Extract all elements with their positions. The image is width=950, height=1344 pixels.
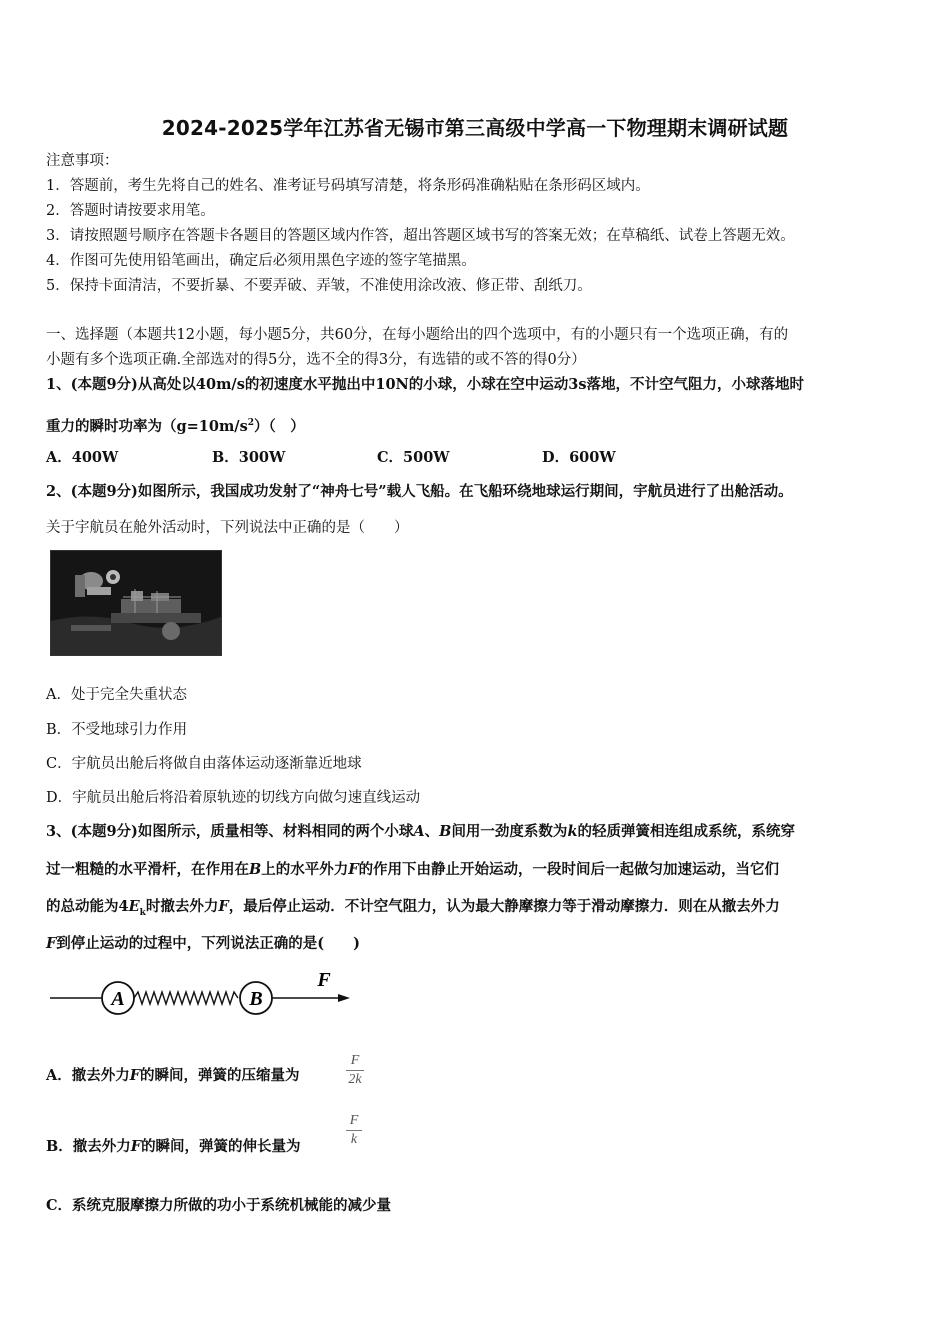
notice-item-5: 5．保持卡面清洁，不要折暴、不要弄破、弄皱，不准使用涂改液、修正带、刮纸刀。 xyxy=(46,278,592,294)
astronaut-photo xyxy=(50,550,222,656)
q3-option-b-fraction: F k xyxy=(345,1112,363,1149)
notice-item-4: 4．作图可先使用铅笔画出，确定后必须用黑色字迹的签字笔描黑。 xyxy=(46,253,476,269)
q2-option-a: A．处于完全失重状态 xyxy=(46,687,187,703)
q1-option-d: D．600W xyxy=(542,449,616,466)
q3-stem-line-2: 过一粗糙的水平滑杆，在作用在B上的水平外力F的作用下由静止开始运动，一段时间后一起做匀加速运动，当它们 xyxy=(46,861,780,878)
q2-option-d: D．宇航员出舱后将沿着原轨迹的切线方向做匀速直线运动 xyxy=(46,790,421,806)
page-title: 2024-2025学年江苏省无锡市第三高级中学高一下物理期末调研试题 xyxy=(161,116,789,140)
q2-option-c: C．宇航员出舱后将做自由落体运动逐渐靠近地球 xyxy=(46,756,362,772)
notice-item-3: 3．请按照题号顺序在答题卡各题目的答题区域内作答，超出答题区域书写的答案无效；在草稿纸、试卷上答题无效。 xyxy=(46,228,795,244)
q3-stem-line-1: 3、(本题9分)如图所示，质量相等、材料相同的两个小球A、B间用一劲度系数为k的轻质弹簧相连组成系统，系统穿 xyxy=(46,823,795,840)
q1-option-a: A．400W xyxy=(46,449,119,466)
q1-stem-line-1: 1、(本题9分)从高处以40m/s的初速度水平抛出中10N的小球，小球在空中运动3s落地，不计空气阻力，小球落地时 xyxy=(46,376,805,393)
spring-diagram xyxy=(46,966,366,1020)
ball-b-label: B xyxy=(249,988,263,1010)
notice-item-1: 1．答题前，考生先将自己的姓名、准考证号码填写清楚，将条形码准确粘贴在条形码区域内。 xyxy=(46,178,650,194)
q2-stem-line-2: 关于宇航员在舱外活动时，下列说法中正确的是（ ） xyxy=(46,520,409,536)
section-heading-line-1: 一、选择题（本题共12小题，每小题5分，共60分，在每小题给出的四个选项中，有的小题只有一个选项正确，有的 xyxy=(46,327,789,343)
section-heading-line-2: 小题有多个选项正确.全部选对的得5分，选不全的得3分，有选错的或不答的得0分） xyxy=(46,352,586,368)
ball-a-label: A xyxy=(111,988,125,1010)
q3-option-b: B．撤去外力F的瞬间，弹簧的伸长量为 xyxy=(46,1138,301,1155)
q3-stem-line-4: F到停止运动的过程中，下列说法正确的是( ) xyxy=(46,935,361,952)
q3-option-c: C．系统克服摩擦力所做的功小于系统机械能的减少量 xyxy=(46,1197,392,1214)
q3-option-a: A．撤去外力F的瞬间，弹簧的压缩量为 xyxy=(46,1067,300,1084)
q1-stem-line-2: 重力的瞬时功率为$(g=10m/s^2)$（ ） xyxy=(46,417,305,435)
notice-item-2: 2．答题时请按要求用笔。 xyxy=(46,203,215,219)
notice-heading: 注意事项： xyxy=(46,153,119,169)
q1-option-b: B．300W xyxy=(212,449,286,466)
q3-option-a-fraction: F 2k xyxy=(345,1052,365,1089)
q2-stem-line-1: 2、(本题9分)如图所示，我国成功发射了“神舟七号”载人飞船。在飞船环绕地球运行期间，宇航员进行了出舱活动。 xyxy=(46,483,793,500)
q1-option-c: C．500W xyxy=(377,449,450,466)
q3-stem-line-3: 的总动能为$4E_k$时撤去外力F，最后停止运动．不计空气阻力，认为最大静摩擦力等于滑动摩擦力．则在从撤去外力 xyxy=(46,898,780,918)
force-label: F xyxy=(317,969,331,991)
q2-option-b: B．不受地球引力作用 xyxy=(46,722,188,738)
